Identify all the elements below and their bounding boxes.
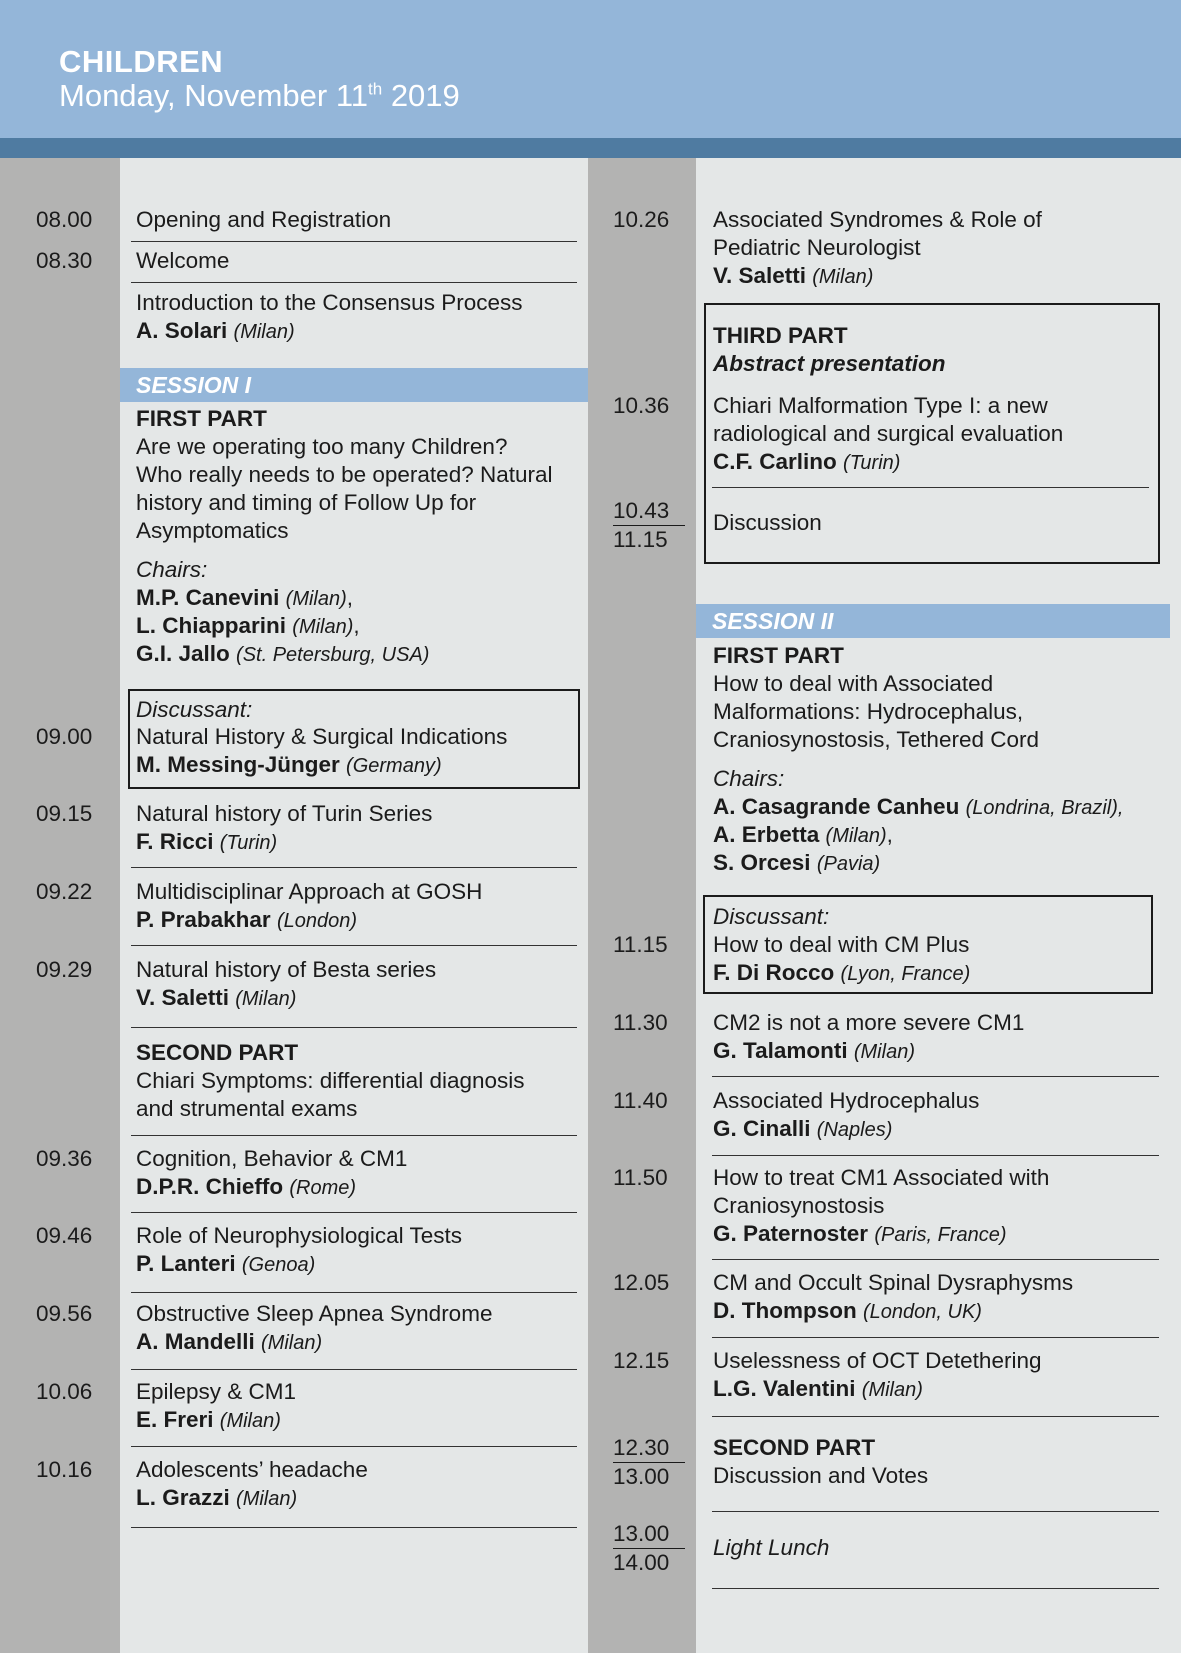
speaker-line: L. Grazzi (Milan): [136, 1485, 298, 1510]
part-description: Chiari Symptoms: differential diagnosis: [136, 1068, 525, 1093]
time-label: 11.30: [613, 1010, 668, 1035]
doc-date: Monday, November 11th 2019: [59, 78, 460, 113]
speaker-line: L.G. Valentini (Milan): [713, 1376, 923, 1401]
part-description: Who really needs to be operated? Natural: [136, 462, 553, 487]
chair-line: L. Chiapparini (Milan),: [136, 613, 360, 638]
session-heading: SESSION II: [696, 604, 1170, 638]
item-title: Welcome: [136, 248, 230, 273]
speaker-line: P. Prabakhar (London): [136, 907, 357, 932]
chair-line: M.P. Canevini (Milan),: [136, 585, 354, 610]
item-title: Cognition, Behavior & CM1: [136, 1146, 408, 1171]
discussant-label: Discussant:: [136, 697, 253, 722]
time-label: 12.05: [613, 1270, 670, 1295]
speaker-line: G. Paternoster (Paris, France): [713, 1221, 1007, 1246]
divider: [131, 1212, 577, 1213]
time-label: 08.30: [36, 248, 93, 273]
time-range: 10.43 11.15: [613, 497, 685, 553]
time-label: 09.00: [36, 724, 93, 749]
part-description: How to deal with Associated: [713, 671, 994, 696]
speaker-line: D. Thompson (London, UK): [713, 1298, 982, 1323]
divider: [131, 1292, 577, 1293]
speaker-line: M. Messing-Jünger (Germany): [136, 752, 442, 777]
divider: [131, 1135, 577, 1136]
speaker-line: C.F. Carlino (Turin): [713, 449, 901, 474]
part-heading: SECOND PART: [713, 1435, 876, 1460]
divider: [712, 1337, 1159, 1338]
time-label: 11.15: [613, 932, 668, 957]
item-title: Discussion: [713, 510, 822, 535]
divider: [712, 1588, 1159, 1589]
part-description: Malformations: Hydrocephalus,: [713, 699, 1024, 724]
speaker-line: D.P.R. Chieffo (Rome): [136, 1174, 357, 1199]
part-description: Asymptomatics: [136, 518, 289, 543]
part-description: history and timing of Follow Up for: [136, 490, 477, 515]
item-title: CM2 is not a more severe CM1: [713, 1010, 1025, 1035]
item-title: Introduction to the Consensus Process: [136, 290, 523, 315]
time-label: 09.56: [36, 1301, 93, 1326]
part-description: and strumental exams: [136, 1096, 358, 1121]
divider: [131, 1027, 577, 1028]
speaker-line: V. Saletti (Milan): [136, 985, 297, 1010]
part-description: Craniosynostosis, Tethered Cord: [713, 727, 1039, 752]
speaker-line: F. Di Rocco (Lyon, France): [713, 960, 971, 985]
item-title: Natural History & Surgical Indications: [136, 724, 508, 749]
speaker-line: F. Ricci (Turin): [136, 829, 278, 854]
time-label: 10.16: [36, 1457, 93, 1482]
session-heading: SESSION I: [120, 368, 588, 402]
item-title: Natural history of Turin Series: [136, 801, 433, 826]
item-title: Role of Neurophysiological Tests: [136, 1223, 463, 1248]
time-label: 11.50: [613, 1165, 668, 1190]
chair-line: A. Casagrande Canheu (Londrina, Brazil),: [713, 794, 1124, 819]
time-label: 10.36: [613, 393, 670, 418]
divider: [712, 1259, 1159, 1260]
divider: [712, 1416, 1159, 1417]
time-label: 09.46: [36, 1223, 93, 1248]
part-heading: THIRD PART: [713, 323, 848, 348]
time-label: 09.22: [36, 879, 93, 904]
speaker-line: G. Talamonti (Milan): [713, 1038, 915, 1063]
item-title: Epilepsy & CM1: [136, 1379, 297, 1404]
discussant-label: Discussant:: [713, 904, 830, 929]
divider: [131, 867, 577, 868]
part-subheading: Abstract presentation: [713, 351, 946, 376]
item-title: Opening and Registration: [136, 207, 392, 232]
item-title: Associated Syndromes & Role of: [713, 207, 1042, 232]
time-label: 12.15: [613, 1348, 670, 1373]
part-heading: FIRST PART: [713, 643, 844, 668]
item-title: CM and Occult Spinal Dysraphysms: [713, 1270, 1074, 1295]
item-title: Adolescents’ headache: [136, 1457, 368, 1482]
time-label: 09.36: [36, 1146, 93, 1171]
time-range: 12.30 13.00: [613, 1434, 685, 1490]
item-title: Uselessness of OCT Detethering: [713, 1348, 1042, 1373]
time-label: 08.00: [36, 207, 93, 232]
divider: [131, 282, 577, 283]
divider: [712, 1511, 1159, 1512]
divider: [131, 1446, 577, 1447]
time-label: 11.40: [613, 1088, 668, 1113]
part-heading: SECOND PART: [136, 1040, 299, 1065]
speaker-line: V. Saletti (Milan): [713, 263, 874, 288]
divider: [131, 1527, 577, 1528]
speaker-line: A. Mandelli (Milan): [136, 1329, 323, 1354]
item-title: Pediatric Neurologist: [713, 235, 921, 260]
time-label: 10.06: [36, 1379, 93, 1404]
item-title: Light Lunch: [713, 1535, 830, 1560]
item-title: Natural history of Besta series: [136, 957, 437, 982]
item-title: Discussion and Votes: [713, 1463, 929, 1488]
divider: [131, 945, 577, 946]
chairs-label: Chairs:: [713, 766, 785, 791]
part-description: Are we operating too many Children?: [136, 434, 508, 459]
divider: [131, 1369, 577, 1370]
speaker-line: P. Lanteri (Genoa): [136, 1251, 316, 1276]
time-label: 10.26: [613, 207, 670, 232]
speaker-line: E. Freri (Milan): [136, 1407, 281, 1432]
item-title: How to deal with CM Plus: [713, 932, 970, 957]
item-title: How to treat CM1 Associated with: [713, 1165, 1050, 1190]
chair-line: S. Orcesi (Pavia): [713, 850, 881, 875]
item-title: radiological and surgical evaluation: [713, 421, 1064, 446]
divider: [131, 241, 577, 242]
divider: [712, 487, 1149, 488]
item-title: Craniosynostosis: [713, 1193, 885, 1218]
header-bar: [0, 138, 1181, 158]
item-title: Associated Hydrocephalus: [713, 1088, 980, 1113]
chair-line: G.I. Jallo (St. Petersburg, USA): [136, 641, 430, 666]
time-range: 13.00 14.00: [613, 1520, 685, 1576]
time-column-right: [588, 158, 696, 1653]
item-title: Multidisciplinar Approach at GOSH: [136, 879, 483, 904]
item-title: Chiari Malformation Type I: a new: [713, 393, 1048, 418]
speaker-line: A. Solari (Milan): [136, 318, 295, 343]
chairs-label: Chairs:: [136, 557, 208, 582]
doc-title: CHILDREN: [59, 44, 224, 79]
chair-line: A. Erbetta (Milan),: [713, 822, 893, 847]
part-heading: FIRST PART: [136, 406, 267, 431]
speaker-line: G. Cinalli (Naples): [713, 1116, 893, 1141]
time-label: 09.29: [36, 957, 93, 982]
time-label: 09.15: [36, 801, 93, 826]
divider: [712, 1076, 1159, 1077]
divider: [712, 1155, 1159, 1156]
item-title: Obstructive Sleep Apnea Syndrome: [136, 1301, 493, 1326]
